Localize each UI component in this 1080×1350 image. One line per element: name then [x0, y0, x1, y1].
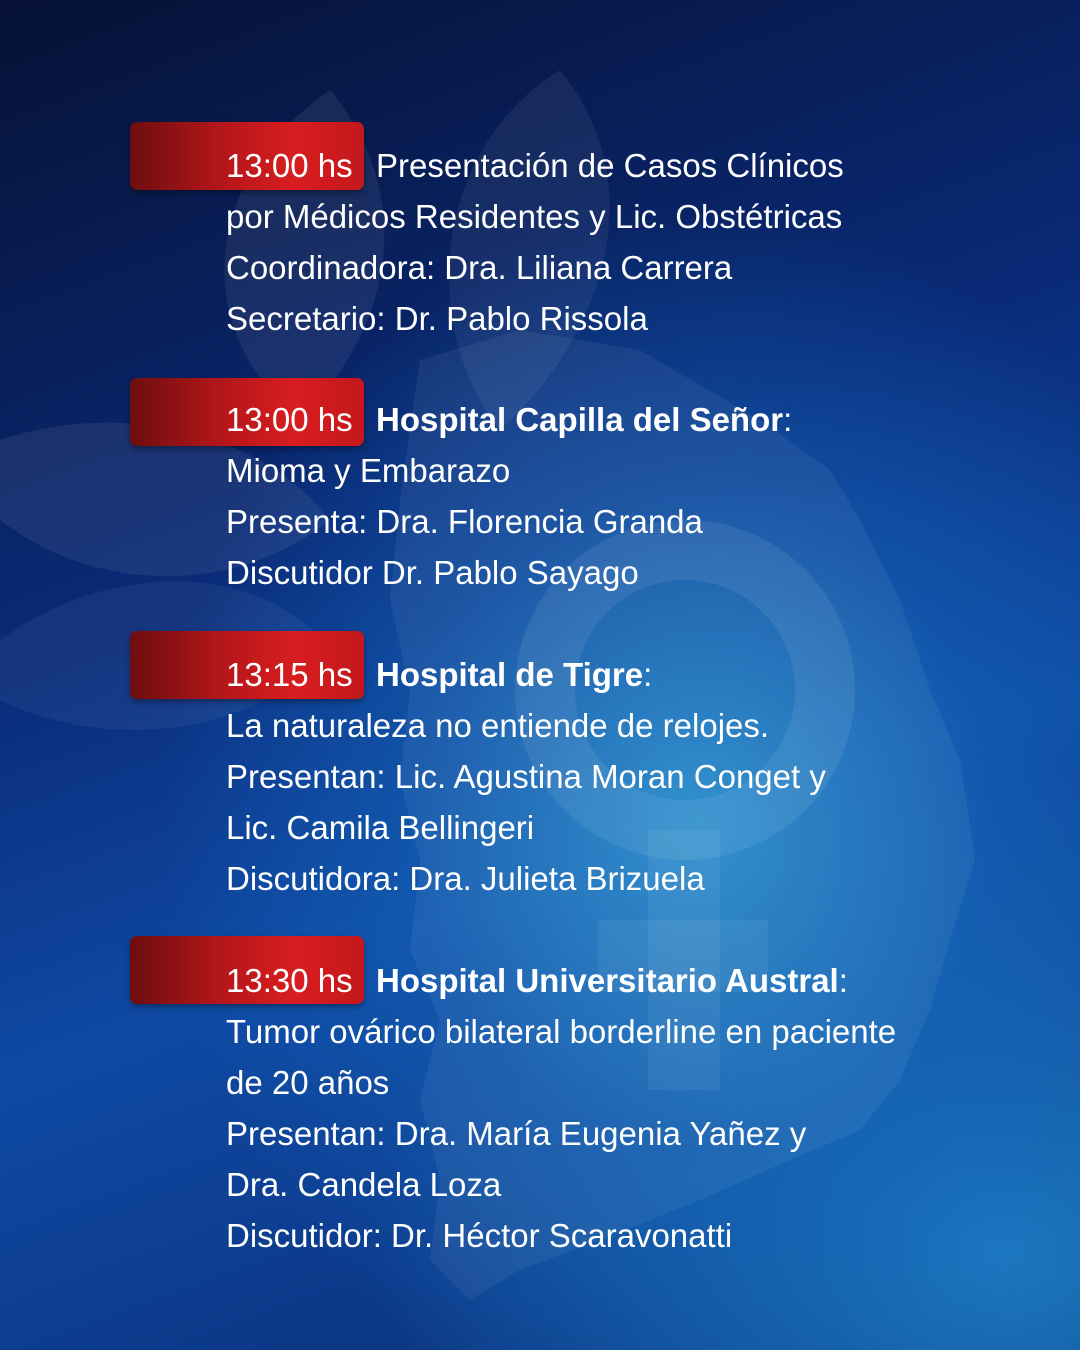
- session-title: Hospital de Tigre: [376, 656, 644, 693]
- session-title: Hospital Capilla del Señor: [376, 401, 784, 438]
- session-detail-line: de 20 años: [226, 1064, 390, 1101]
- session-detail-line: Presenta: Dra. Florencia Granda: [226, 503, 703, 540]
- session-detail-line: Secretario: Dr. Pablo Rissola: [226, 300, 648, 337]
- session-time: 13:15 hs: [226, 656, 353, 693]
- session-heading: [226, 961, 848, 1001]
- session-detail-line: Mioma y Embarazo: [226, 452, 511, 489]
- session-time: 13:00 hs: [226, 147, 353, 184]
- session-time: 13:00 hs: [226, 401, 353, 438]
- session-detail-line: Discutidor Dr. Pablo Sayago: [226, 554, 639, 591]
- session-title-suffix: :: [783, 401, 793, 438]
- session-detail-line: Discutidor: Dr. Héctor Scaravonatti: [226, 1217, 733, 1254]
- session-heading: [226, 400, 792, 440]
- session-detail-line: La naturaleza no entiende de relojes.: [226, 707, 770, 744]
- session-title: Presentación de Casos Clínicos: [376, 147, 844, 184]
- session-time: 13:30 hs: [226, 962, 353, 999]
- session-detail-line: Presentan: Dra. María Eugenia Yañez y: [226, 1115, 807, 1152]
- session-detail-line: Discutidora: Dra. Julieta Brizuela: [226, 860, 705, 897]
- session-title-suffix: :: [838, 962, 848, 999]
- session-detail-line: por Médicos Residentes y Lic. Obstétricas: [226, 198, 843, 235]
- session-heading: [226, 655, 652, 695]
- session-title-suffix: :: [643, 656, 653, 693]
- session-detail-line: Dra. Candela Loza: [226, 1166, 502, 1203]
- session-detail-line: Tumor ovárico bilateral borderline en paciente: [226, 1013, 897, 1050]
- session-detail-line: Coordinadora: Dra. Liliana Carrera: [226, 249, 733, 286]
- session-detail-line: Presentan: Lic. Agustina Moran Conget y: [226, 758, 826, 795]
- session-heading: [226, 146, 844, 186]
- session-detail-line: Lic. Camila Bellingeri: [226, 809, 535, 846]
- session-title: Hospital Universitario Austral: [376, 962, 839, 999]
